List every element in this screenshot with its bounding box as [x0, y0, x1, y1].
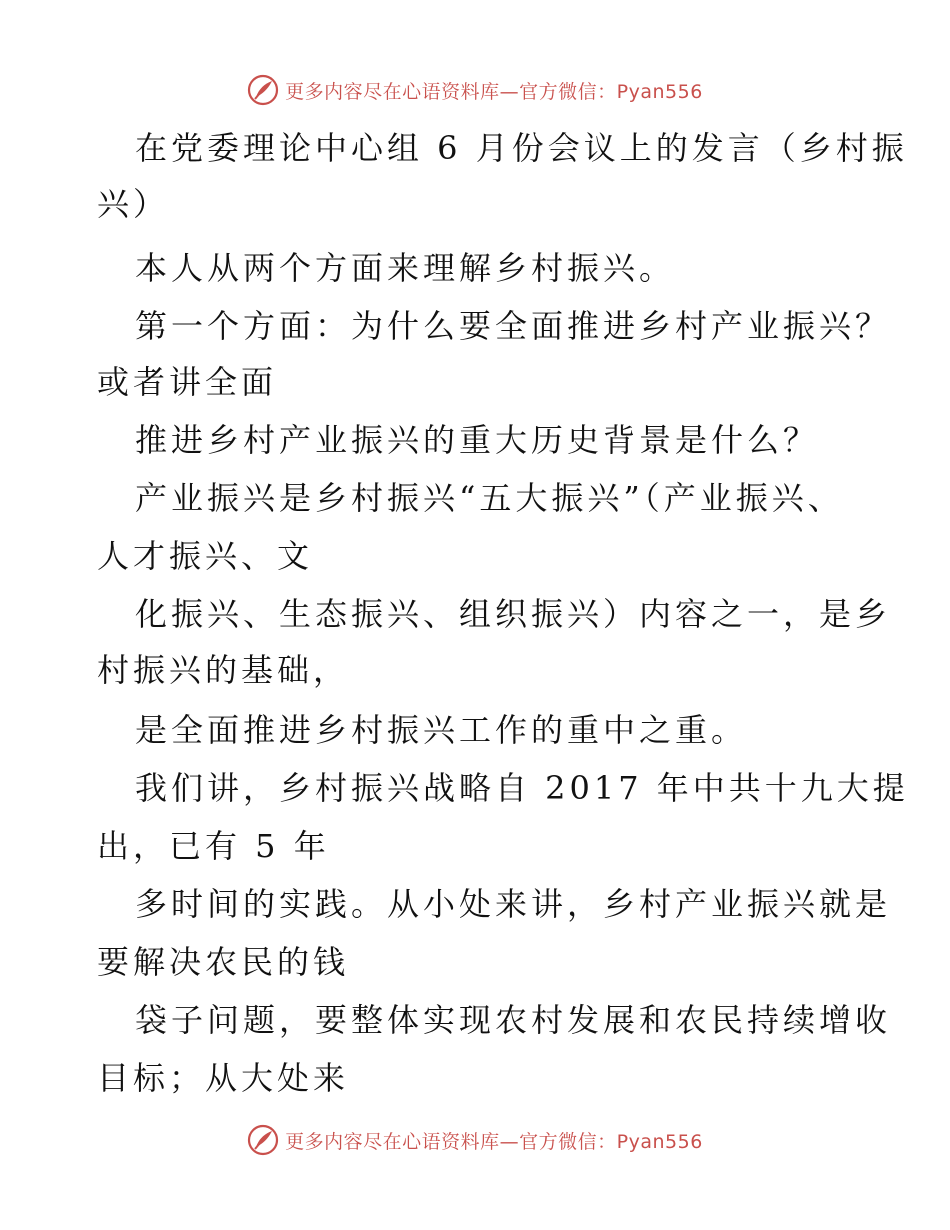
paragraph-line: 推进乡村产业振兴的重大历史背景是什么？ [135, 421, 820, 459]
paragraph-line: 要解决农民的钱 [97, 943, 350, 981]
paragraph-line: 目标；从大处来 [97, 1059, 350, 1097]
header-watermark [0, 72, 950, 108]
paragraph-line: 袋子问题，要整体实现农村发展和农民持续增收 [135, 1001, 892, 1039]
watermark-text: 更多内容尽在心语资料库—官方微信：Pyan556 [285, 80, 703, 103]
paragraph-line: 第一个方面：为什么要全面推进乡村产业振兴？ [135, 307, 892, 345]
footer-watermark [0, 1122, 950, 1158]
paragraph-line: 出，已有 5 年 [97, 827, 330, 865]
paragraph-line: 我们讲，乡村振兴战略自 2017 年中共十九大提 [135, 769, 909, 807]
paragraph-line: 化振兴、生态振兴、组织振兴）内容之一，是乡 [135, 595, 892, 633]
paragraph-line: 是全面推进乡村振兴工作的重中之重。 [135, 711, 748, 749]
feather-pen-logo-icon [247, 1124, 279, 1156]
paragraph-line: 人才振兴、文 [97, 537, 314, 575]
paragraph-line: 或者讲全面 [97, 363, 278, 401]
feather-pen-logo-icon [247, 74, 279, 106]
paragraph-line: 多时间的实践。从小处来讲，乡村产业振兴就是 [135, 885, 892, 923]
watermark-text: 更多内容尽在心语资料库—官方微信：Pyan556 [285, 1130, 703, 1153]
paragraph-line: 本人从两个方面来理解乡村振兴。 [135, 249, 676, 287]
paragraph-line: 产业振兴是乡村振兴“五大振兴”（产业振兴、 [135, 479, 844, 517]
paragraph-line: 兴） [97, 185, 170, 223]
paragraph-line: 村振兴的基础， [97, 651, 350, 689]
paragraph-line: 在党委理论中心组 6 月份会议上的发言（乡村振 [135, 129, 908, 167]
